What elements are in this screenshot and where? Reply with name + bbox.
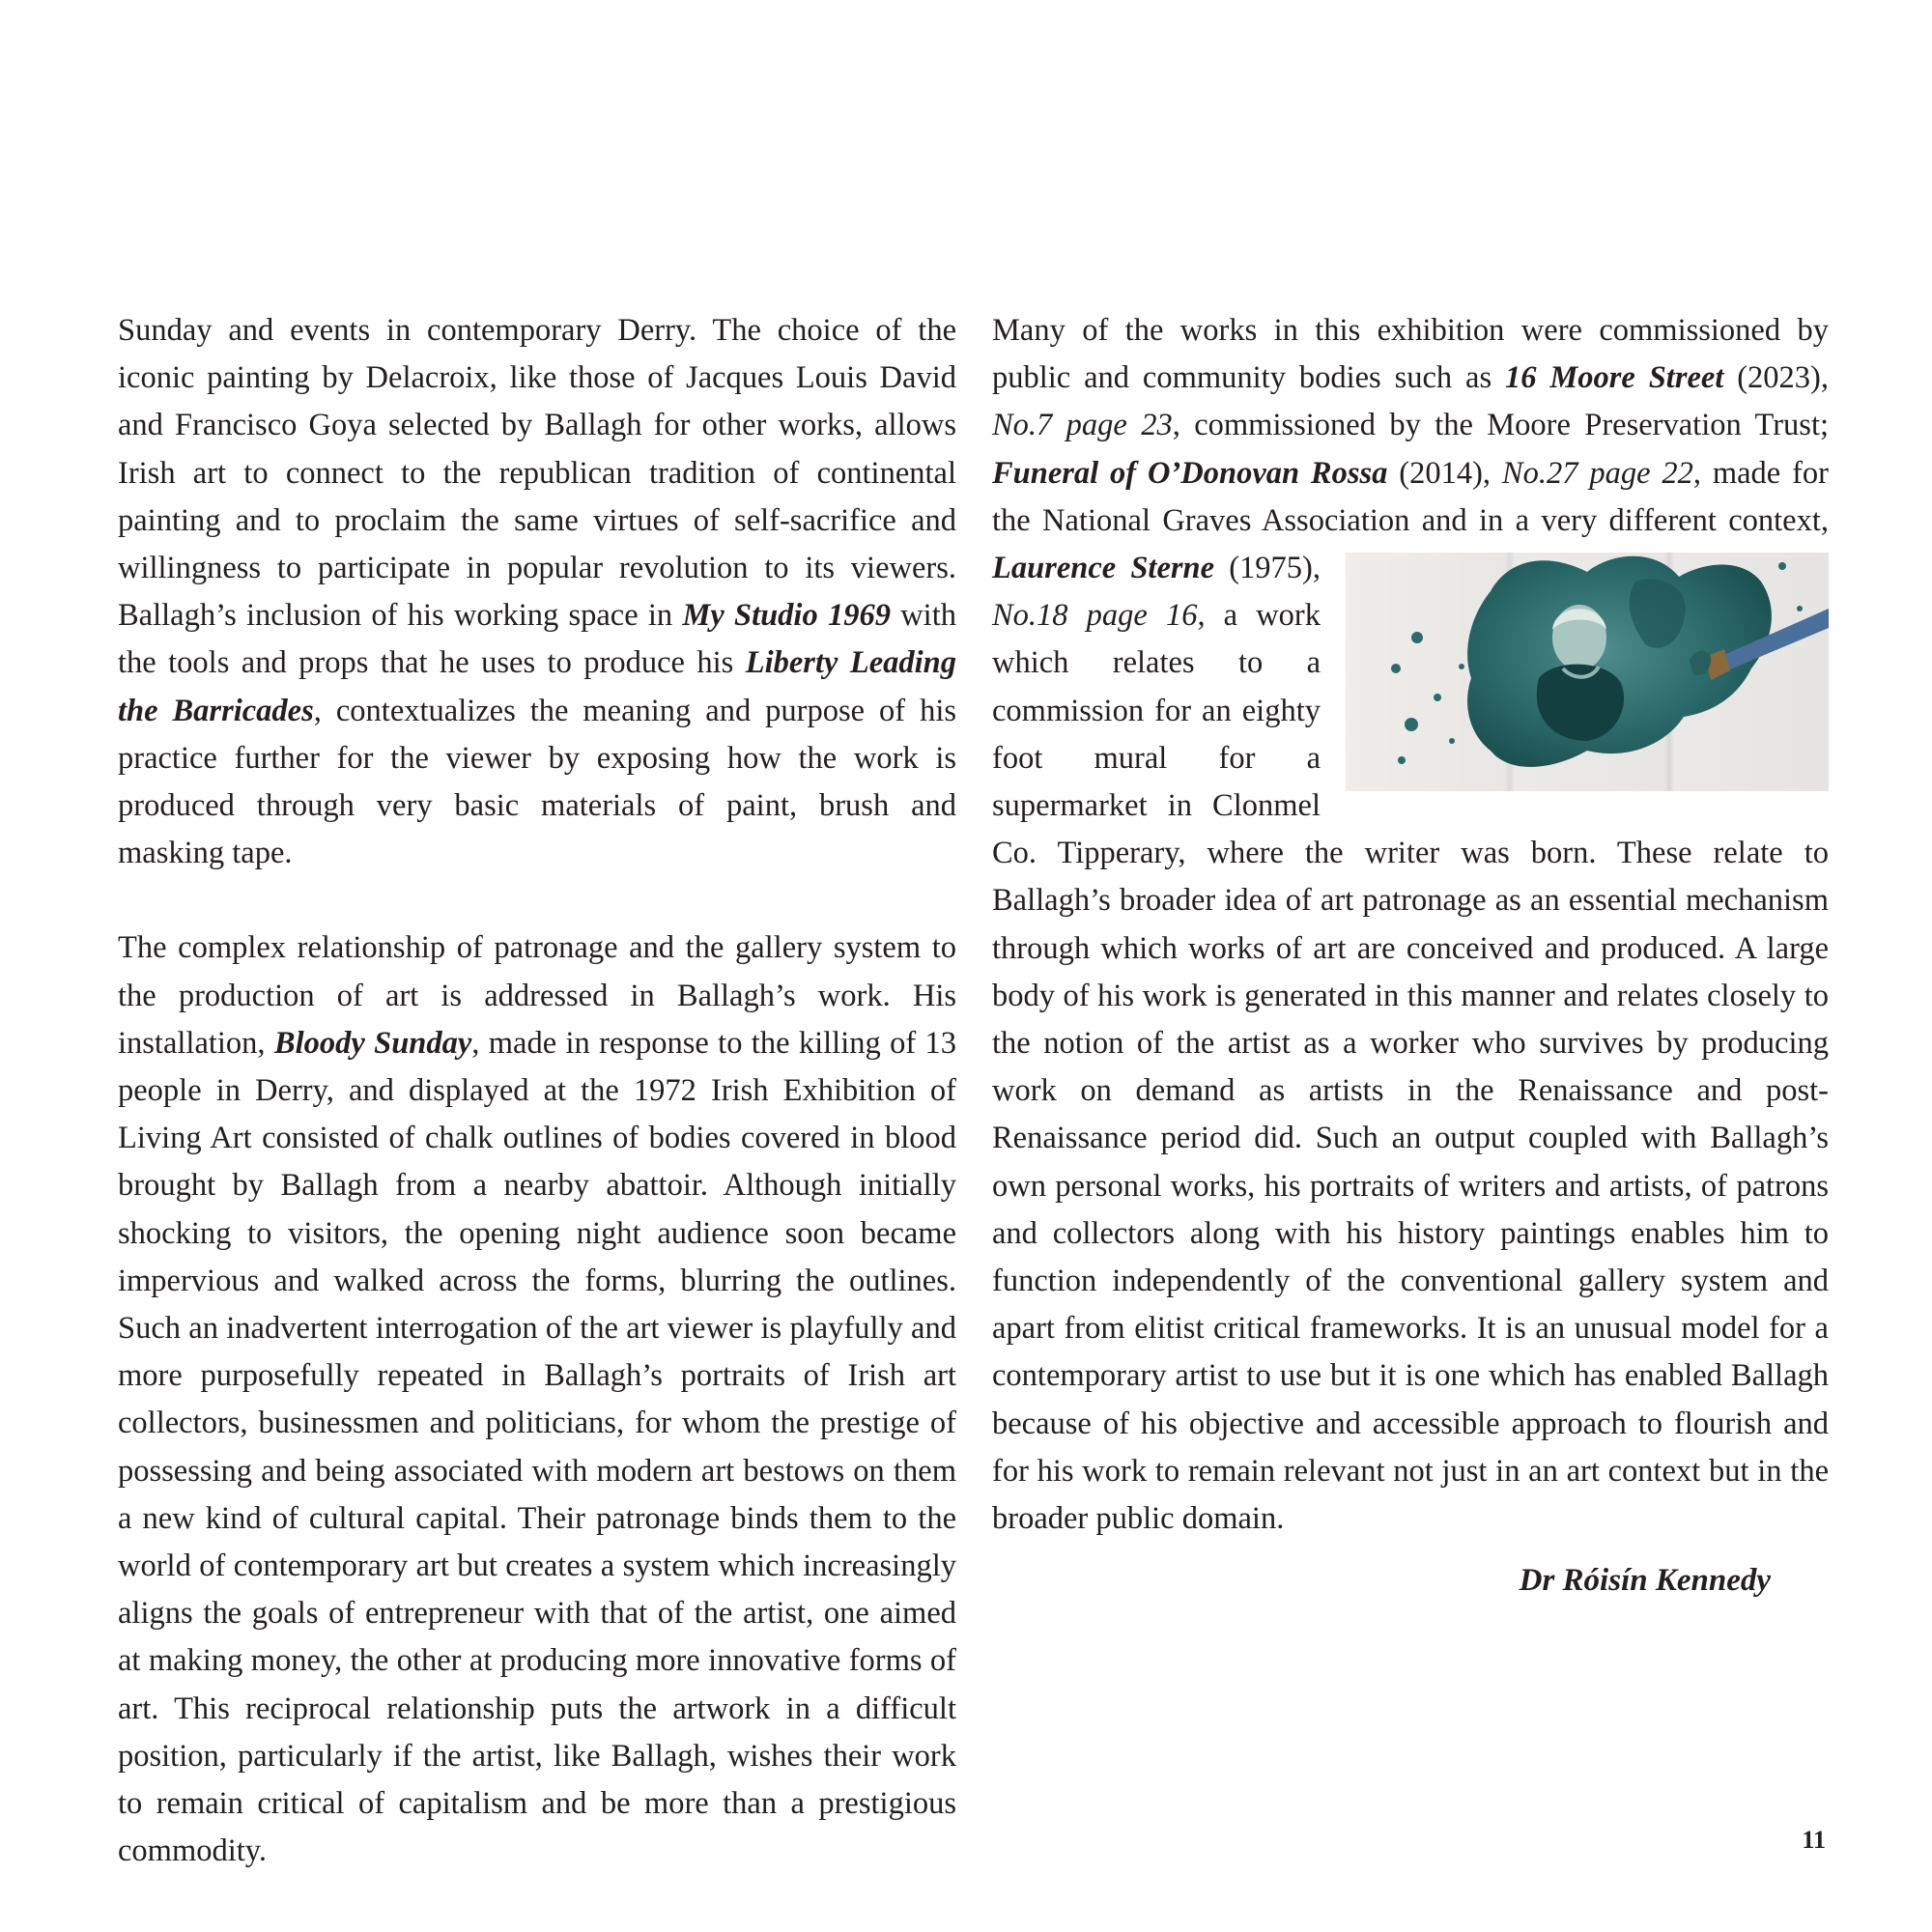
text: (2023),	[1723, 360, 1829, 396]
text: , commissioned by the Moore Preservation Trust;	[1172, 408, 1830, 443]
text: with the tools and props that he uses to produce his	[118, 598, 956, 681]
text: The complex relationship of patronage and the gallery system to the production of art is addressed in Ballagh’s work. His installation,	[118, 930, 956, 1061]
text: , contextualizes the meaning and purpose of his practice further for the viewer by exposing how the work is produced through very basic materials of paint, brush and masking tape.	[118, 693, 957, 871]
artwork-title: Bloody Sunday	[273, 1025, 472, 1061]
paragraph-patronage	[118, 924, 956, 1875]
catalogue-reference: No.7 page 23	[992, 408, 1173, 443]
page-number: 11	[1802, 1826, 1826, 1854]
text: , made for the National Graves Association and in a very different context,	[992, 455, 1829, 538]
artwork-title: Liberty Leading the Barricades	[118, 645, 956, 728]
right-column	[992, 307, 1829, 1543]
text: (2014),	[1387, 455, 1502, 491]
artwork-title: 16 Moore Street	[1504, 360, 1724, 396]
artwork-title: Laurence Sterne	[992, 551, 1215, 586]
text: Many of the works in this exhibition were commissioned by public and community bodies such as	[992, 313, 1829, 396]
paragraph-gap	[118, 877, 956, 924]
paragraph-delacroix	[118, 307, 956, 877]
text: , made in response to the killing of 13 people in Derry, and displayed at the 1972 Irish Exhibition of Living Art consisted of chalk outlines of bodies covered in blood brought by Ballagh from a nearby abattoir. Although initially shocking to visitors, the opening night audience soon became impervious and walked across the forms, blurring the outlines. Such an inadvertent interrogation of the art viewer is playfully and more purposefully repeated in Ballagh’s portraits of Irish art collectors, businessmen and politicians, for whom the prestige of possessing and being associated with modern art bestows on them a new kind of cultural capital. Their patronage binds them to the world of contemporary art but creates a system which increasingly aligns the goals of entrepreneur with that of the artist, one aimed at making money, the other at producing more innovative forms of art. This reciprocal relationship puts the artwork in a difficult position, particularly if the artist, like Ballagh, wishes their work to remain critical of capitalism and be more than a prestigious commodity.	[118, 1025, 956, 1869]
artwork-title: Funeral of O’Donovan Rossa	[992, 455, 1388, 491]
catalogue-reference: No.27 page 22	[1501, 455, 1693, 491]
laurence-sterne-painting-icon	[1346, 553, 1829, 791]
author-signature: Dr Róisín Kennedy	[1519, 1563, 1771, 1598]
text: (1975),	[1214, 551, 1321, 586]
paragraph-commissions	[992, 307, 1829, 1543]
artwork-title: My Studio 1969	[682, 598, 891, 634]
text: Sunday and events in contemporary Derry. The choice of the iconic painting by Delacroix, like those of Jacques Louis David and Francisco Goya selected by Ballagh for other works, allows Irish art to connect to the republican tradition of continental painting and to proclaim the same virtues of self-sacrifice and willingness to participate in popular revolution to its viewers. Ballagh’s inclusion of his working space in	[118, 313, 956, 634]
text: , a work which relates to a commission for an eighty foot mural for a supermarket in Clonmel Co. Tipperary, where the writer was born. These relate to Ballagh’s broader idea of art patronage as an essential mechanism through which works of art are conceived and produced. A large body of his work is generated in this manner and relates closely to the notion of the artist as a worker who survives by producing work on demand as artists in the Renaissance and post-Renaissance period did. Such an output coupled with Ballagh’s own personal works, his portraits of writers and artists, of patrons and collectors along with his history paintings enables him to function independently of the conventional gallery system and apart from elitist critical frameworks. It is an unusual model for a contemporary artist to use but it is one which has enabled Ballagh because of his objective and accessible approach to flourish and for his work to remain relevant not just in an art context but in the broader public domain.	[992, 598, 1829, 1537]
left-column	[118, 307, 956, 1876]
catalogue-reference: No.18 page 16	[992, 598, 1198, 634]
